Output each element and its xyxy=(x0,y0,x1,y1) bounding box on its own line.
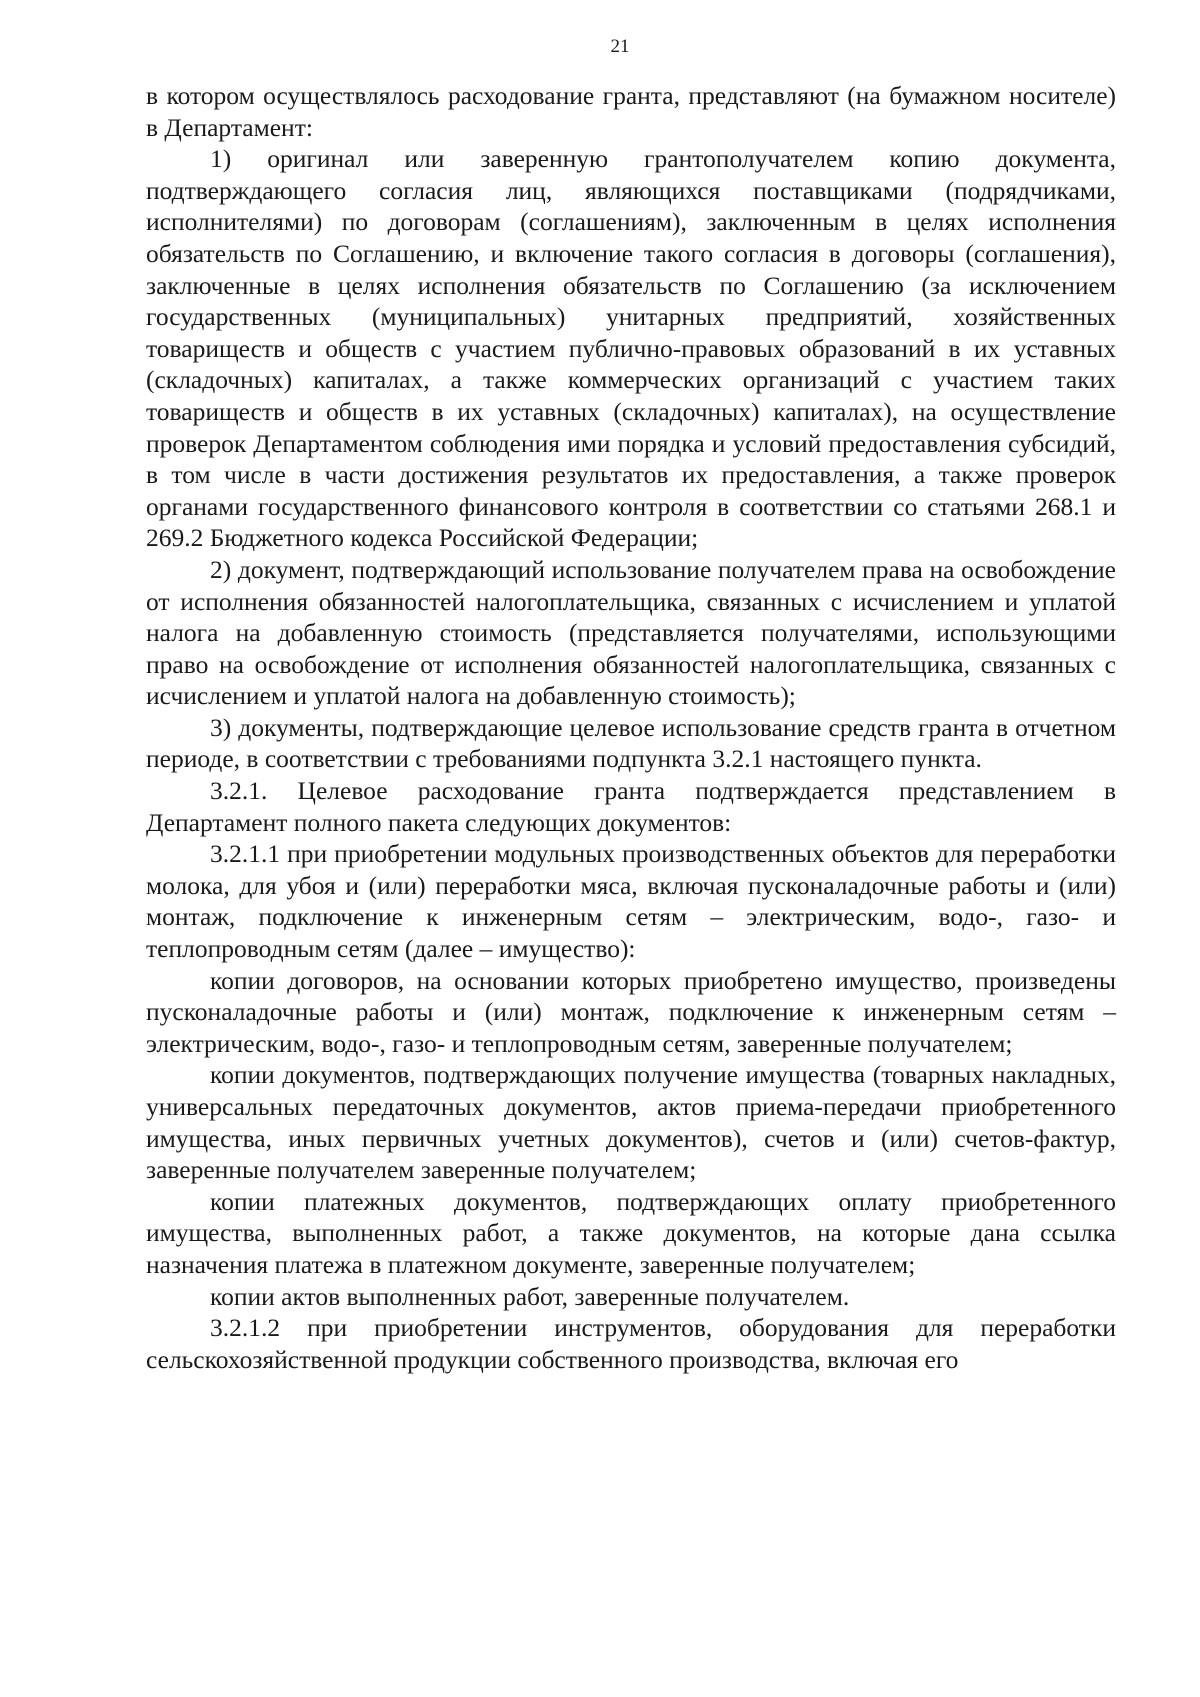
paragraph: копии платежных документов, подтверждающих оплату приобретенного имущества, выполненных работ, а также документов, на которые дана ссылка назначения платежа в платежном документе, заверенные получателем; xyxy=(146,1186,1116,1279)
paragraph: копии документов, подтверждающих получение имущества (товарных накладных, универсальных передаточных документов, актов приема-передачи приобретенного имущества, иных первичных учетных документов), счетов и (или) счетов-фактур, заверенные получателем заверенные получателем; xyxy=(146,1060,1116,1185)
paragraph: в котором осуществлялось расходование гранта, представляют (на бумажном носителе) в Департамент: xyxy=(146,81,1116,142)
paragraph: копии договоров, на основании которых приобретено имущество, произведены пусконаладочные работы и (или) монтаж, подключение к инженерным сетям – электрическим, водо-, газо- и теплопроводным сетям, заверенные получателем; xyxy=(146,965,1116,1058)
paragraph: 3.2.1.2 при приобретении инструментов, оборудования для переработки сельскохозяйственной продукции собственного производства, включая его xyxy=(146,1313,1116,1374)
paragraph: 3.2.1.1 при приобретении модульных производственных объектов для переработки молока, для убоя и (или) переработки мяса, включая пусконаладочные работы и (или) монтаж, подключение к инженерным сетям – электрическим, водо-, газо- и теплопроводным сетям (далее – имущество): xyxy=(146,839,1116,964)
paragraph: 2) документ, подтверждающий использование получателем права на освобождение от исполнения обязанностей налогоплательщика, связанных с исчислением и уплатой налога на добавленную стоимость (представляется получателями, использующими право на освобождение от исполнения обязанностей налогоплательщика, связанных с исчислением и уплатой налога на добавленную стоимость); xyxy=(146,554,1116,711)
paragraph: 1) оригинал или заверенную грантополучателем копию документа, подтверждающего согласия лиц, являющихся поставщиками (подрядчиками, исполнителями) по договорам (соглашениям), заключенным в целях исполнения обязательств по Соглашению, и включение такого согласия в договоры (соглашения), заключенные в целях исполнения обязательств по Соглашению (за исключением государственных (муниципальных) унитарных предприятий, хозяйственных товариществ и обществ с участием публично-правовых образований в их уставных (складочных) капиталах, а также коммерческих организаций с участием таких товариществ и обществ в их уставных (складочных) капиталах), на осуществление проверок Департаментом соблюдения ими порядка и условий предоставления субсидий, в том числе в части достижения результатов их предоставления, а также проверок органами государственного финансового контроля в соответствии со статьями 268.1 и 269.2 Бюджетного кодекса Российской Федерации; xyxy=(146,144,1116,553)
document-body xyxy=(146,80,1116,1375)
page-number: 21 xyxy=(610,36,630,57)
paragraph: 3.2.1. Целевое расходование гранта подтверждается представлением в Департамент полного пакета следующих документов: xyxy=(146,776,1116,837)
paragraph: 3) документы, подтверждающие целевое использование средств гранта в отчетном периоде, в соответствии с требованиями подпункта 3.2.1 настоящего пункта. xyxy=(146,712,1116,774)
paragraph: копии актов выполненных работ, заверенные получателем. xyxy=(210,1281,850,1311)
